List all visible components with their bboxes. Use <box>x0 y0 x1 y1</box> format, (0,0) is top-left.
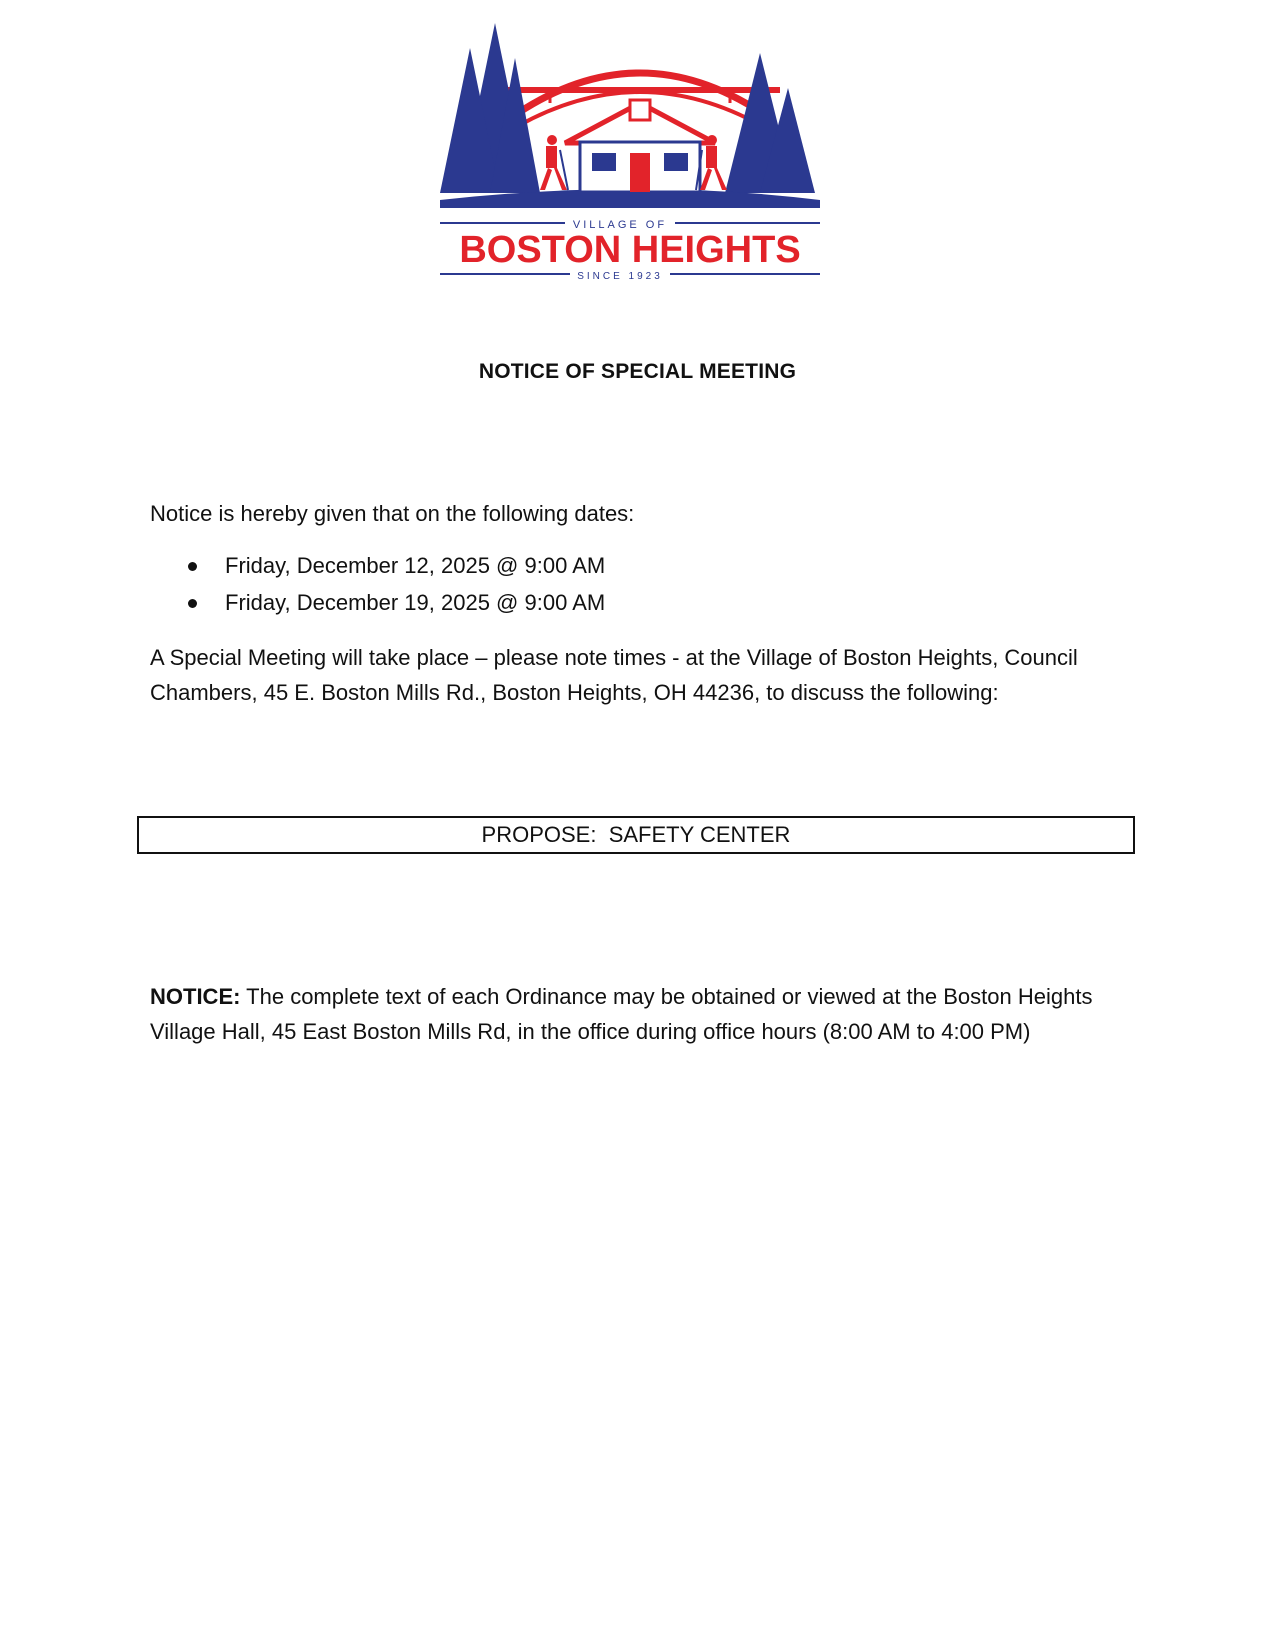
list-item <box>150 550 605 587</box>
logo-name-text: BOSTON HEIGHTS <box>459 229 801 271</box>
logo-graphic <box>440 18 840 280</box>
notice-label: NOTICE: <box>150 984 241 1009</box>
propose-text: PROPOSE: SAFETY CENTER <box>481 822 791 847</box>
propose-box <box>137 816 1135 854</box>
logo-village-of-text: VILLAGE OF <box>572 219 668 231</box>
page-title: NOTICE OF SPECIAL MEETING <box>478 360 797 383</box>
notice-text: The complete text of each Ordinance may be obtained or viewed at the Boston Heights Village Hall, 45 East Boston Mills Rd, in the office during office hours (8:00 AM to 4:00 PM) <box>150 984 1093 1044</box>
intro-text: Notice is hereby given that on the following dates: <box>150 501 635 526</box>
meeting-date: Friday, December 12, 2025 @ 9:00 AM <box>225 553 606 578</box>
list-item <box>150 587 605 624</box>
meeting-date: Friday, December 19, 2025 @ 9:00 AM <box>225 590 606 615</box>
bullet-icon <box>188 562 197 571</box>
meeting-dates-list <box>150 550 605 624</box>
meeting-description: A Special Meeting will take place – please note times - at the Village of Boston Heights, Council Chambers, 45 E. Boston Mills Rd., Boston Heights, OH 44236, to discuss the following: <box>150 645 1078 705</box>
bullet-icon <box>188 599 197 608</box>
logo-since-text: SINCE 1923 <box>577 271 663 280</box>
notice-paragraph <box>150 979 1110 1049</box>
village-logo <box>440 18 840 280</box>
